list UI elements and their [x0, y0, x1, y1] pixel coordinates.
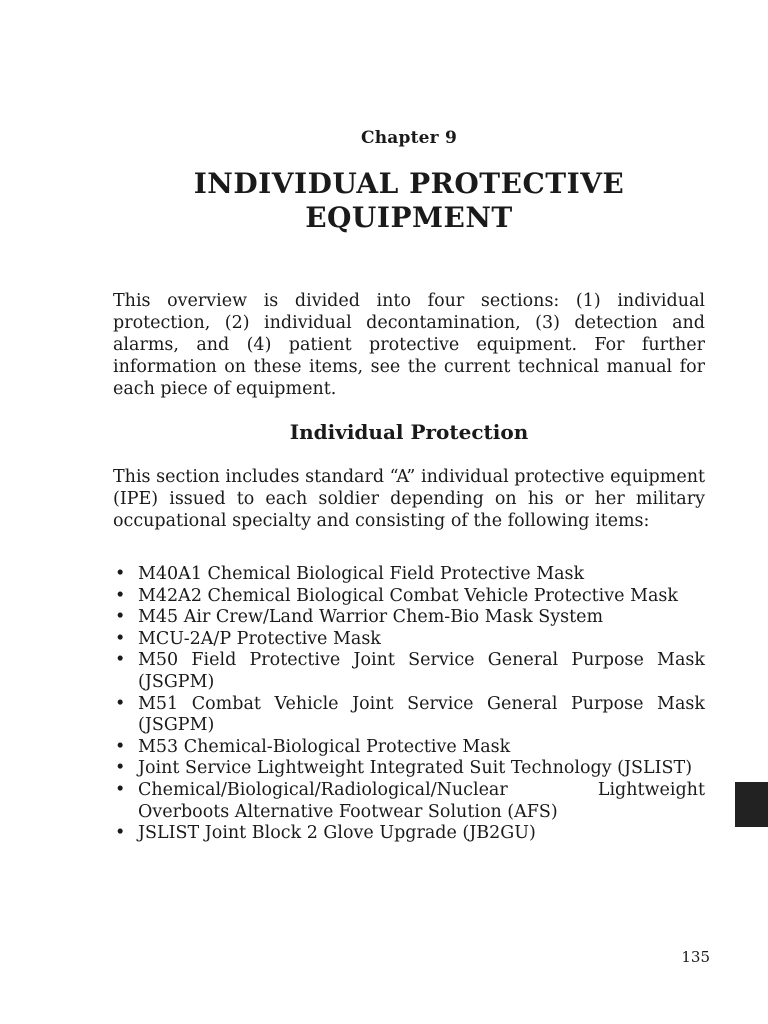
bullet-icon: • [115, 564, 126, 584]
list-item-text: M50 Field Protective Joint Service General Purpose Mask (JSGPM) [138, 650, 705, 692]
list-item [113, 650, 705, 693]
bullet-icon: • [115, 693, 126, 714]
bullet-icon: • [115, 650, 126, 671]
bullet-icon: • [115, 585, 126, 606]
section-heading: Individual Protection [289, 420, 529, 444]
list-item [113, 823, 705, 845]
list-item [113, 780, 705, 823]
chapter-title-line-1: INDIVIDUAL PROTECTIVE [193, 167, 625, 200]
overview-paragraph: This overview is divided into four sections: (1) individual protection, (2) individual decontamination, (3) detection and alarms, and (4) patient protective equipment. For further information on these items, see the current technical manual for each piece of equipment. [113, 291, 705, 399]
chapter-label: Chapter 9 [361, 128, 457, 148]
list-item [113, 629, 705, 651]
list-item [113, 607, 705, 629]
list-item-text: M40A1 Chemical Biological Field Protective Mask [138, 564, 585, 584]
list-item [113, 694, 705, 737]
bullet-icon: • [115, 779, 126, 800]
bullet-icon: • [115, 758, 126, 779]
list-item [113, 564, 705, 586]
list-item [113, 737, 705, 759]
list-item [113, 586, 705, 608]
section-intro-paragraph: This section includes standard “A” individual protective equipment (IPE) issued to each soldier depending on his or her military occupational specialty and consisting of the following items: [113, 467, 705, 531]
equipment-list [113, 564, 705, 845]
list-item-text: M51 Combat Vehicle Joint Service General Purpose Mask (JSGPM) [138, 693, 705, 736]
page-number: 135 [681, 948, 710, 966]
list-item [113, 758, 705, 780]
list-item-text: JSLIST Joint Block 2 Glove Upgrade (JB2GU) [138, 823, 536, 844]
chapter-title [113, 167, 705, 235]
bullet-icon: • [115, 607, 126, 628]
bullet-icon: • [115, 628, 126, 649]
list-item-text: Joint Service Lightweight Integrated Suit Technology (JSLIST) [138, 758, 693, 779]
list-item-text: M42A2 Chemical Biological Combat Vehicle Protective Mask [138, 585, 679, 606]
list-item-text: M45 Air Crew/Land Warrior Chem-Bio Mask System [138, 607, 604, 628]
chapter-title-line-2: EQUIPMENT [305, 201, 513, 234]
list-item-text: Chemical/Biological/Radiological/Nuclear Lightweight Overboots Alternative Footwear Solution (AFS) [138, 779, 705, 822]
list-item-text: MCU-2A/P Protective Mask [138, 628, 381, 649]
list-item-text: M53 Chemical-Biological Protective Mask [138, 736, 511, 757]
bullet-icon: • [115, 823, 126, 844]
chapter-thumb-tab [735, 782, 768, 827]
bullet-icon: • [115, 736, 126, 757]
